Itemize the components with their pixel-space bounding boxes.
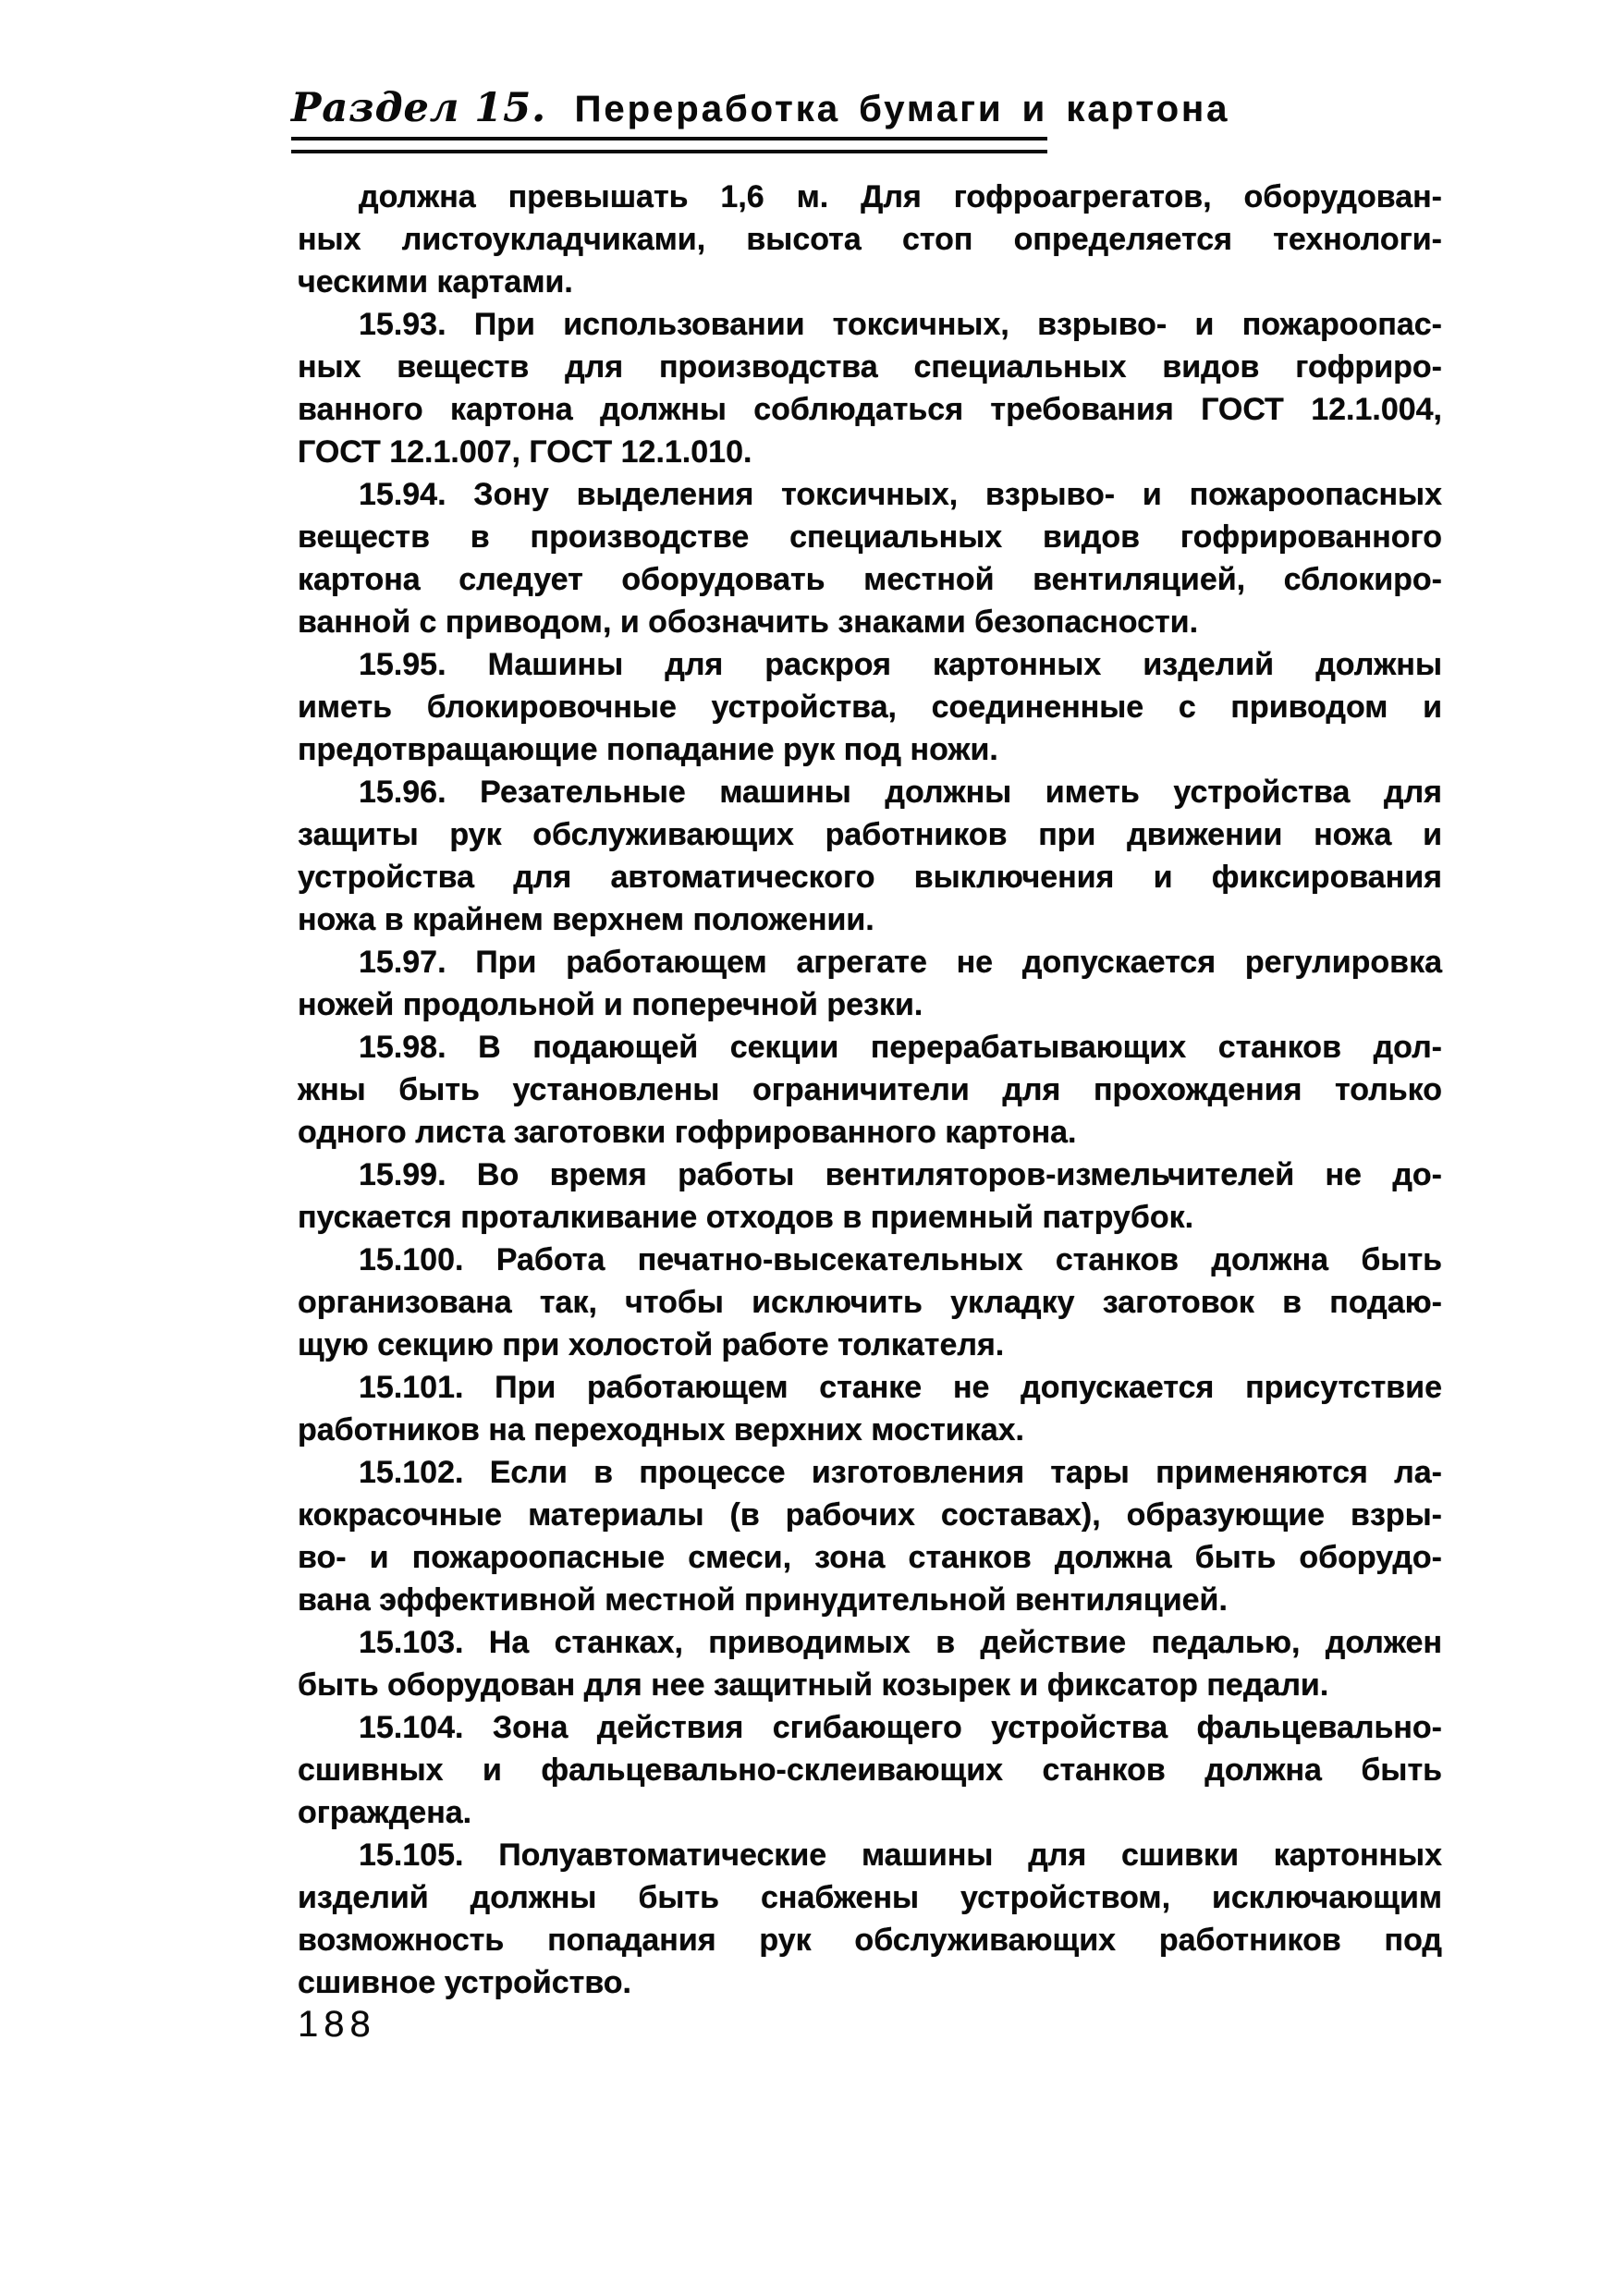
text-line: картона следует оборудовать местной вентиляцией, сблокиро- [298,562,1442,597]
text-line: ванного картона должны соблюдаться требования ГОСТ 12.1.004, [298,392,1442,427]
text-line: ных веществ для производства специальных видов гофриро- [298,349,1442,385]
text-line: веществ в производстве специальных видов гофрированного [298,519,1442,555]
text-line: 15.101. При работающем станке не допускается присутствие [359,1370,1442,1405]
text-line: 15.102. Если в процессе изготовления тары применяются ла- [359,1455,1442,1490]
text-line: 15.100. Работа печатно-высекательных станков должна быть [359,1242,1442,1277]
text-line: 15.95. Машины для раскроя картонных изделий должны [359,647,1442,682]
text-line: 15.97. При работающем агрегате не допускается регулировка [359,945,1442,980]
text-line: ножей продольной и поперечной резки. [298,987,923,1022]
text-line: 15.98. В подающей секции перерабатывающих станков дол- [359,1030,1442,1065]
text-line: жны быть установлены ограничители для прохождения только [298,1072,1442,1107]
text-line: быть оборудован для нее защитный козырек и фиксатор педали. [298,1667,1329,1703]
text-line: защиты рук обслуживающих работников при движении ножа и [298,817,1442,852]
text-line: сшивных и фальцевально-склеивающих станков должна быть [298,1753,1442,1788]
text-line: организована так, чтобы исключить укладку заготовок в подаю- [298,1285,1442,1320]
text-line: во- и пожароопасные смеси, зона станков должна быть оборудо- [298,1540,1442,1575]
text-line: сшивное устройство. [298,1965,632,2000]
text-line: кокрасочные материалы (в рабочих составах), образующие взры- [298,1497,1442,1533]
text-block [298,176,1442,2004]
text-line: ческими картами. [298,264,573,299]
text-line: предотвращающие попадание рук под ножи. [298,732,998,767]
text-line: ванной с приводом, и обозначить знаками безопасности. [298,605,1199,640]
text-line: 15.104. Зона действия сгибающего устройства фальцевально- [359,1710,1442,1745]
text-line: ножа в крайнем верхнем положении. [298,902,874,937]
text-line: одного листа заготовки гофрированного картона. [298,1115,1077,1150]
text-line: 15.94. Зону выделения токсичных, взрыво- и пожароопасных [359,477,1442,512]
text-line: иметь блокировочные устройства, соединенные с приводом и [298,690,1442,725]
text-line: пускается проталкивание отходов в приемный патрубок. [298,1200,1194,1235]
text-line: работников на переходных верхних мостиках. [298,1412,1024,1447]
text-line: устройства для автоматического выключения и фиксирования [298,860,1442,895]
text-line: ГОСТ 12.1.007, ГОСТ 12.1.010. [298,434,752,470]
text-line: 15.105. Полуавтоматические машины для сшивки картонных [359,1838,1442,1873]
page-number: 188 [298,2004,376,2045]
header-underline [291,137,1047,153]
text-line: изделий должны быть снабжены устройством, исключающим [298,1880,1442,1915]
text-line: ограждена. [298,1795,472,1830]
text-line: должна превышать 1,6 м. Для гофроагрегатов, оборудован- [359,179,1442,214]
text-line: возможность попадания рук обслуживающих работников под [298,1923,1442,1958]
text-line: 15.103. На станках, приводимых в действие педалью, должен [359,1625,1442,1660]
text-line: 15.96. Резательные машины должны иметь устройства для [359,775,1442,810]
section-label: Раздел 15. [291,85,547,131]
text-line: щую секцию при холостой работе толкателя. [298,1327,1005,1362]
text-line: ных листоукладчиками, высота стоп определяется технологи- [298,222,1442,257]
text-line: вана эффективной местной принудительной вентиляцией. [298,1582,1228,1618]
section-header [291,85,1456,168]
page-title: Переработка бумаги и картона [574,89,1230,129]
text-line: 15.99. Во время работы вентиляторов-измельчителей не до- [359,1157,1442,1192]
text-line: 15.93. При использовании токсичных, взрыво- и пожароопас- [359,307,1442,342]
